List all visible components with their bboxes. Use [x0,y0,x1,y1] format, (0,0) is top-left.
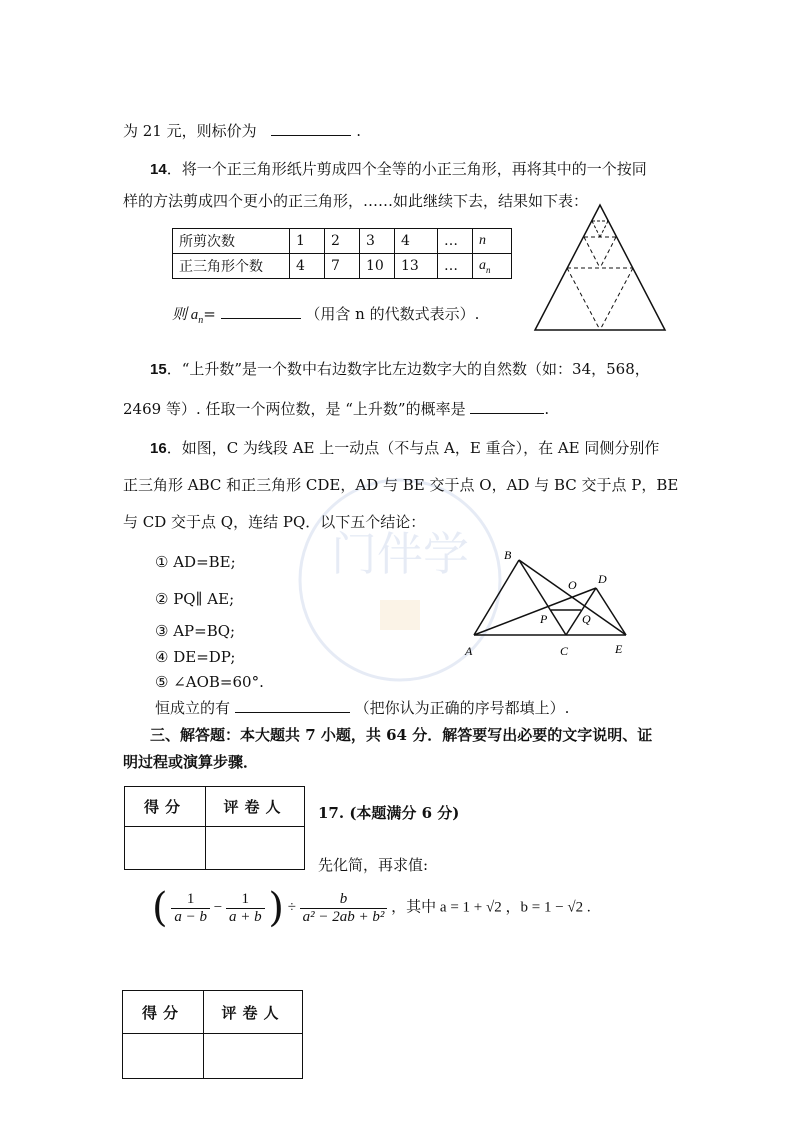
q14-answer-sub: n [198,315,204,326]
q14-answer-blank[interactable] [221,304,301,319]
watermark-text: 门伴学 [331,527,469,581]
table-cell: 7 [325,254,360,279]
q14-answer-suffix: （用含 n 的代数式表示）. [305,305,480,323]
label-E: E [615,642,623,656]
table-cell: 4 [290,254,325,279]
table-cell: 13 [395,254,438,279]
q17-expression: ( $\frac{1}{a - b}$ − $\frac{1}{a + b}$ ) ÷ $\frac{b}{\text{a² − 2ab + b²}}$ ，其中 a = 1 + √2 ，b = 1 − √2 . [152,885,591,931]
label-O: O [568,578,577,592]
table-cell: 正三角形个数 [173,254,290,279]
label-C: C [560,644,569,658]
table-cell: 1 [290,229,325,254]
table-cell: $a_n$ [473,254,512,279]
q14-answer-line [172,303,479,326]
label-A: A [465,644,473,658]
q16-answer-prefix: 恒成立的有 [155,699,231,717]
q15-number: 15 [150,361,167,378]
score-cell[interactable] [123,1034,204,1079]
q16-answer-line [155,697,569,718]
q13-tail: 为 21 元，则标价为 . [123,122,361,140]
q14-triangle-figure [530,200,670,335]
table-cell: 10 [360,254,395,279]
q16-line1 [150,437,659,458]
table-cell: … [438,229,473,254]
q17-instruction: 先化简，再求值: [318,856,429,874]
label-Q: Q [582,612,591,626]
grader-header: 评卷人 [204,991,303,1034]
q16-conclusion-2: ② PQ∥ AE; [155,590,235,608]
q16-conclusion-3: ③ AP=BQ; [155,622,236,640]
label-P: P [540,612,548,626]
score-cell[interactable] [125,827,206,870]
table-cell: 3 [360,229,395,254]
q16-geometry-figure [460,545,640,660]
table-cell: … [438,254,473,279]
q16-line3: 与 CD 交于点 Q，连结 PQ．以下五个结论： [123,513,426,531]
q14-number: 14 [150,161,167,178]
table-cell: 所剪次数 [173,229,290,254]
label-D: D [598,572,607,586]
q16-answer-blank[interactable] [235,698,350,713]
q14-line1 [150,158,647,179]
label-B: B [504,548,512,562]
section3-line1: 三、解答题：本大题共 7 小题，共 64 分．解答要写出必要的文字说明、证 [150,726,653,744]
q16-conclusion-1: ① AD=BE; [155,553,236,571]
score-table-1 [124,786,305,870]
table-row [173,254,512,279]
table-cell: 4 [395,229,438,254]
q15-line1 [150,358,650,379]
q16-line1-text: ．如图，C 为线段 AE 上一动点（不与点 A，E 重合），在 AE 同侧分别作 [166,439,660,457]
section3-line2: 明过程或演算步骤． [123,753,259,771]
score-header: 得分 [125,787,206,827]
q14-answer-eq: = [203,305,216,323]
q15-line2: 2469 等）. 任取一个两位数，是 “上升数”的概率是 . [123,400,550,418]
q16-conclusion-5: ⑤ ∠AOB=60°. [155,673,264,691]
q17-where-clause: ，其中 a = 1 + √2 ，b = 1 − √2 . [391,899,591,916]
q15-line1-text: ．“上升数”是一个数中右边数字比左边数字大的自然数（如：34，568， [166,360,650,378]
q14-line1-text: ．将一个正三角形纸片剪成四个全等的小正三角形，再将其中的一个按同 [166,160,647,178]
q17-title: 17. (本题满分 6 分) [318,804,460,822]
table-cell: n [473,229,512,254]
q16-conclusion-4: ④ DE=DP; [155,648,236,666]
q16-answer-suffix: （把你认为正确的序号都填上）. [354,699,570,717]
q14-table [172,228,512,279]
grader-header: 评卷人 [206,787,305,827]
q16-number: 16 [150,440,167,457]
q14-line2: 样的方法剪成四个更小的正三角形，……如此继续下去，结果如下表： [123,192,589,210]
q13-answer-blank[interactable] [271,121,351,136]
grader-cell[interactable] [204,1034,303,1079]
q16-line2: 正三角形 ABC 和正三角形 CDE，AD 与 BE 交于点 O，AD 与 BC 交于点 P，BE [123,476,679,494]
q14-answer-prefix: 则 a [172,307,199,323]
score-table-2 [122,990,303,1079]
q15-answer-blank[interactable] [470,399,544,414]
grader-cell[interactable] [206,827,305,870]
q13-tail-text: 为 21 元，则标价为 [123,122,257,140]
q15-line2-text: 2469 等）. 任取一个两位数，是 “上升数”的概率是 [123,400,466,418]
table-cell: 2 [325,229,360,254]
score-header: 得分 [123,991,204,1034]
table-row [173,229,512,254]
